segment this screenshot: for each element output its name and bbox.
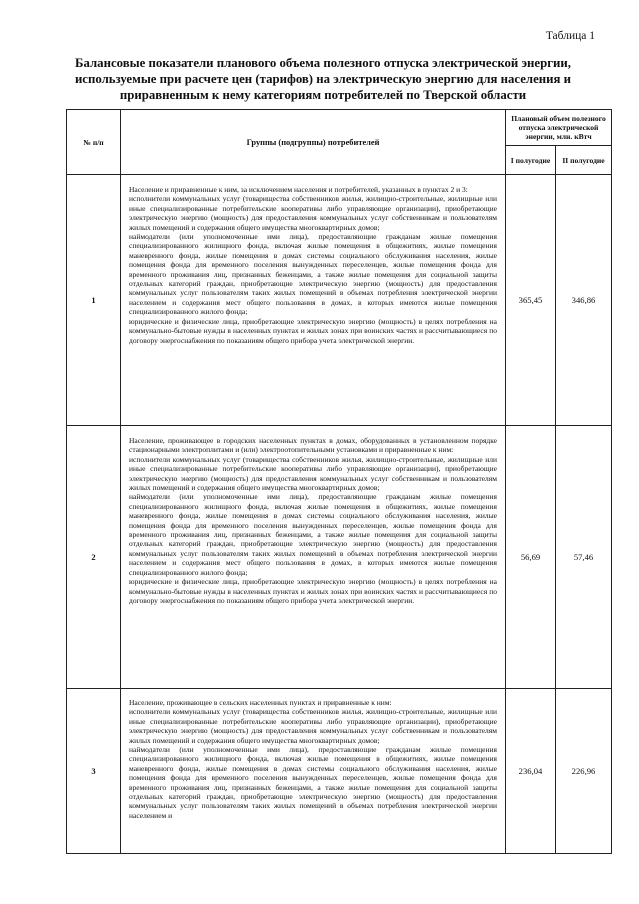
balance-table [66,109,612,854]
document-title: Балансовые показатели планового объема полезного отпуска электрической энергии, используемые при расчете цен (тарифов) на электрическую энергию для населения и приравненным к нему категориям потребителей по Тверской области [74,56,572,102]
row-number: 3 [67,689,121,854]
header-group [121,110,506,175]
row-paragraph: юридические и физические лица, приобретающие электрическую энергию (мощность) в целях потребления на коммунально-бытовые нужды в населенных пунктах и жилых зонах при воинских частях и рассчитывающиеся по договору энергоснабжения по показаниям общего прибора учета электрической энергии. [129,577,497,605]
row-paragraph: Население и приравненные к ним, за исключением населения и потребителей, указанных в пунктах 2 и 3: [129,185,468,194]
header-h2-label: II полугодие [562,155,605,165]
row-paragraph: юридические и физические лица, приобретающие электрическую энергию (мощность) в целях потребления на коммунально-бытовые нужды в населенных пунктах и жилых зонах при воинских частях и рассчитывающиеся по договору энергоснабжения по показаниям общего прибора учета электрической энергии. [129,316,497,345]
row-number: 2 [67,426,121,689]
row-paragraph: исполнители коммунальных услуг (товарищества собственников жилья, жилищно-строительные, жилищные или иные специализированные потребительские кооперативы либо управляющие организации), приобретающие электрическую энергию (мощность) для предоставления коммунальных услуг собственникам и пользователям жилых помещений и содержания общего имущества многоквартирных домов; [129,707,497,745]
header-h1 [506,146,556,175]
row-number: 1 [67,175,121,426]
header-volume [506,110,612,146]
row-paragraph: наймодатели (или уполномоченные ими лица), предоставляющие гражданам жилые помещения специализированного жилищного фонда, включая жилые помещения в общежитиях, жилые помещения маневренного фонда, жилые помещения в домах системы социального обслуживания населения, жилые помещения фонда для временного поселения вынужденных переселенцев, жилые помещения фонда для временного проживания лиц, признанных беженцами, а также жилые помещения для социальной защиты отдельных категорий граждан, приобретающие электрическую энергию (мощность) для предоставления коммунальных услуг пользователям таких жилых помещений в объемах потребления электрической энергии населением и содержания мест общего пользования в домах, в которых имеются жилые помещения специализированного жилого фонда; [129,492,497,577]
row-paragraph: наймодатели (или уполномоченные ими лица), предоставляющие гражданам жилые помещения специализированного жилищного фонда, включая жилые помещения в общежитиях, жилые помещения маневренного фонда, жилые помещения в домах системы социального обслуживания населения, жилые помещения фонда для временного поселения вынужденных переселенцев, жилые помещения фонда для временного проживания лиц, признанных беженцами, а также жилые помещения для социальной защиты отдельных категорий граждан, приобретающие электрическую энергию (мощность) для предоставления коммунальных услуг пользователям таких жилых помещений в объемах потребления электрической энергии населением и содержания мест общего пользования в домах, в которых имеются жилые помещения специализированного жилого фонда; [129,232,497,317]
header-h2 [556,146,612,175]
row-h1-value: 56,69 [506,426,556,689]
header-volume-label: Плановый объем полезного отпуска электрической энергии, млн. кВтч [511,114,606,141]
table-number-label: Таблица 1 [545,30,595,42]
table-row [67,689,612,854]
row-paragraph: наймодатели (или уполномоченные ими лица), предоставляющие гражданам жилые помещения специализированного жилищного фонда, включая жилые помещения в общежитиях, жилые помещения маневренного фонда, жилые помещения в домах системы социального обслуживания населения, жилые помещения фонда для временного поселения вынужденных переселенцев, жилые помещения фонда для временного проживания лиц, признанных беженцами, а также жилые помещения для социальной защиты отдельных категорий граждан, приобретающие электрическую энергию (мощность) для предоставления коммунальных услуг пользователям таких жилых помещений в объемах потребления электрической энергии населением и [129,745,497,820]
header-group-label: Группы (подгруппы) потребителей [246,137,380,147]
row-h1-value: 236,04 [506,689,556,854]
row-h2-value: 57,46 [556,426,612,689]
row-description [121,426,506,689]
header-num [67,110,121,175]
table-row [67,175,612,426]
row-description [121,175,506,426]
row-paragraph: исполнители коммунальных услуг (товарищества собственников жилья, жилищно-строительные, жилищные или иные специализированные потребительские кооперативы либо управляющие организации), приобретающие электрическую энергию (мощность) для предоставления коммунальных услуг собственникам и пользователям жилых помещений и содержания общего имущества многоквартирных домов; [129,194,497,232]
row-paragraph: исполнители коммунальных услуг (товарищества собственников жилья, жилищно-строительные, жилищные или иные специализированные потребительские кооперативы либо управляющие организации), приобретающие электрическую энергию (мощность) для предоставления коммунальных услуг собственникам и пользователям жилых помещений и содержания общего имущества многоквартирных домов; [129,454,497,493]
header-num-label: № п/п [83,137,104,147]
row-description [121,689,506,854]
row-h2-value: 226,96 [556,689,612,854]
table-row [67,426,612,689]
header-h1-label: I полугодие [510,155,551,165]
row-h1-value: 365,45 [506,175,556,426]
row-paragraph: Население, проживающее в городских населенных пунктах в домах, оборудованных в установленном порядке стационарными электроплитами и (или) электроотопительными установками и приравненные к ним: [129,436,497,455]
row-h2-value: 346,86 [556,175,612,426]
row-paragraph: Население, проживающее в сельских населенных пунктах и приравненные к ним: [129,698,392,707]
table-header-row [67,110,612,146]
